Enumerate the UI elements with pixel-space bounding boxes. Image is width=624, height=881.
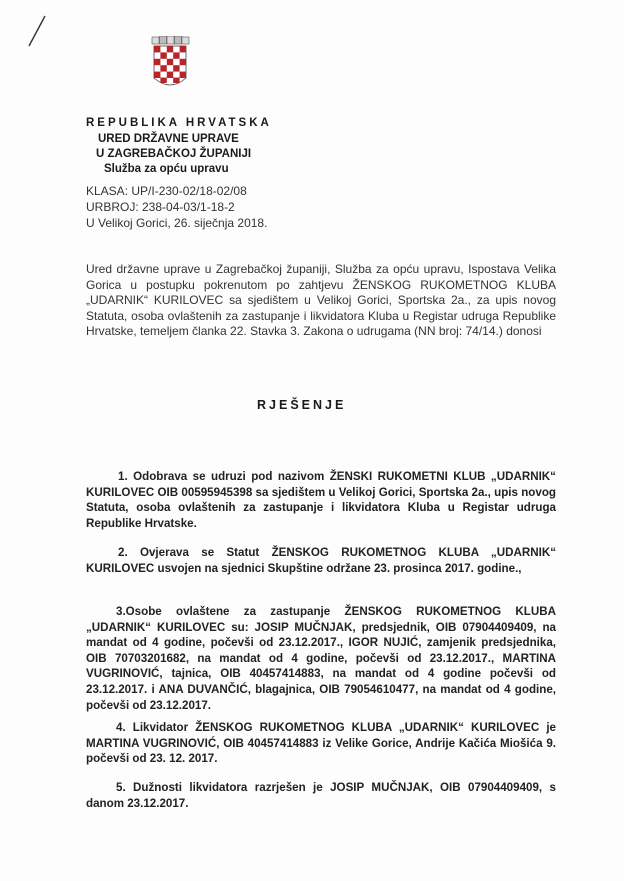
decision-item-5 — [86, 780, 556, 811]
pen-mark — [26, 14, 48, 48]
decision-item-3 — [86, 604, 556, 713]
meta-place-date: U Velikoj Gorici, 26. siječnja 2018. — [86, 216, 268, 230]
item-lead: 2. Ovjerava se — [118, 546, 215, 559]
item-text: udruzi pod nazivom ŽENSKI RUKOMETNI KLUB „UDARNIK“ KURILOVEC OIB 00595945398 sa sjedištem u Velikoj Gorici, Sportska 2a., upis novog Statuta, osoba ovlaštenih za zastupanje i likvidatora Kluba u Registar udruga Republike Hrvatske. — [86, 470, 556, 530]
coat-of-arms-icon — [150, 36, 190, 94]
decision-title: RJEŠENJE — [257, 398, 347, 412]
item-text: ŽENSKOG RUKOMETNOG KLUBA „UDARNIK“ KURILOVEC je MARTINA VUGRINOVIĆ, OIB 40457414883 iz Velike Gorice, Andrije Kačića Miošića 9. počevši od 23. 12. 2017. — [86, 721, 557, 766]
header-service: Služba za opću upravu — [104, 163, 229, 175]
header-country: REPUBLIKA HRVATSKA — [86, 117, 272, 129]
item-text: Statut ŽENSKOG RUKOMETNOG KLUBA „UDARNIK“ KURILOVEC usvojen na sjednici Skupštine održane 23. prosinca 2017. godine., — [86, 546, 556, 575]
item-lead: 5. Dužnosti likvidatora — [116, 781, 248, 794]
decision-item-4 — [86, 720, 556, 767]
item-lead: 4. Likvidator — [116, 721, 189, 734]
item-lead: 3.Osobe ovlaštene za zastupanje — [116, 605, 331, 618]
item-text: razrješen je JOSIP MUČNJAK, OIB 07904409409, s danom 23.12.2017. — [86, 781, 556, 810]
meta-urbroj: URBROJ: 238-04-03/1-18-2 — [86, 200, 235, 214]
header-office-line1: URED DRŽAVNE UPRAVE — [98, 133, 239, 145]
header-office-line2: U ZAGREBAČKOJ ŽUPANIJI — [96, 148, 252, 160]
intro-paragraph: Ured državne uprave u Zagrebačkoj županiji, Služba za opću upravu, Ispostava Velika Gorica u postupku pokrenutom po zahtjevu ŽENSKOG RUKOMETNOG KLUBA „UDARNIK“ KURILOVEC sa sjedištem u Velikoj Gorici, Sportska 2a., za upis novog Statuta, osoba ovlaštenih za zastupanje i likvidatora Kluba u Registar udruga Republike Hrvatske, temeljem članka 22. Stavka 3. Zakona o udrugama (NN broj: 74/14.) donosi — [86, 262, 556, 339]
item-lead: 1. Odobrava se — [118, 470, 206, 483]
meta-klasa: KLASA: UP/I-230-02/18-02/08 — [86, 184, 247, 198]
item-text: ŽENSKOG RUKOMETNOG KLUBA „UDARNIK“ KURILOVEC su: JOSIP MUČNJAK, predsjednik, OIB 07904409409, na mandat od 4 godine, počevši od 23.12.2017., IGOR NUJIĆ, zamjenik predsjednika, OIB 70703201682, na mandat od 4 godine, počevši od 23.12.2017., MARTINA VUGRINOVIĆ, tajnica, OIB 40457414883, na mandat od 4 godine počevši od 23.12.2017. i ANA DUVANČIĆ, blagajnica, OIB 79054610477, na mandat od 4 godine, počevši od 23.12.2017. — [86, 605, 556, 712]
decision-item-1 — [86, 469, 556, 531]
decision-item-2 — [86, 545, 556, 576]
